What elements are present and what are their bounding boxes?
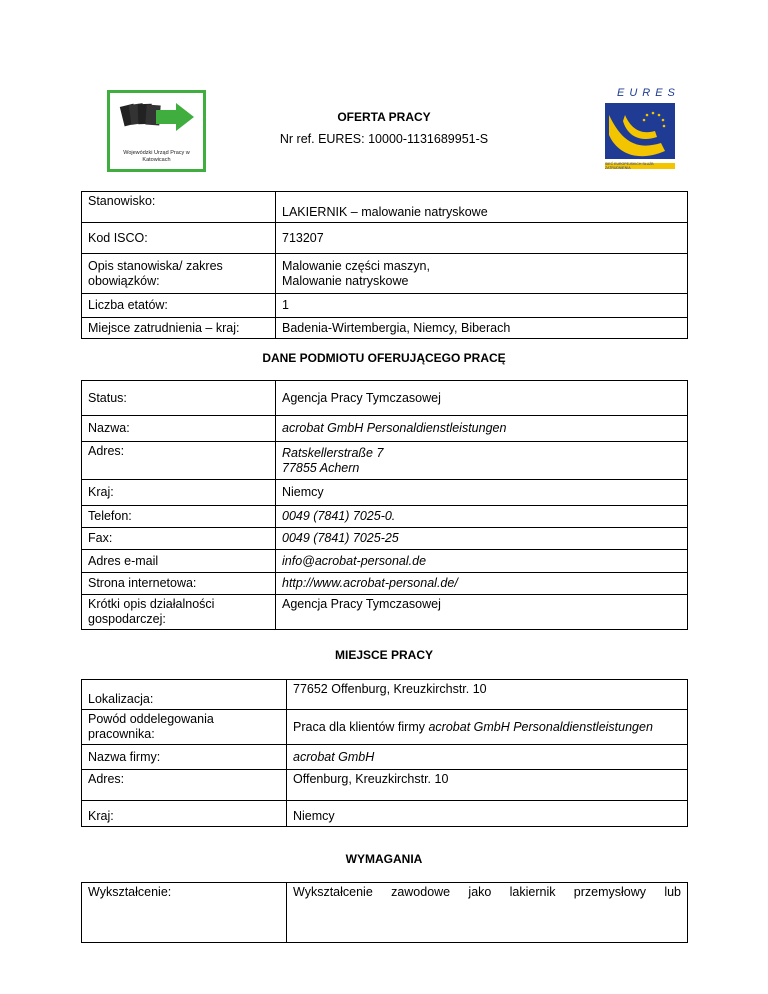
justified-line (293, 885, 681, 900)
table-row (82, 442, 688, 480)
row-label: Status: (82, 381, 276, 416)
row-value: 77652 Offenburg, Kreuzkirchstr. 10 (287, 680, 688, 710)
row-value: 1 (276, 294, 688, 318)
table-row (82, 318, 688, 339)
row-value: Agencja Pracy Tymczasowej (276, 595, 688, 630)
table-row (82, 192, 688, 223)
employer-heading: DANE PODMIOTU OFERUJĄCEGO PRACĘ (262, 351, 506, 365)
wup-logo-caption: Wojewódzki Urząd Pracy w Katowicach (123, 150, 190, 163)
row-label: Lokalizacja: (82, 680, 287, 710)
table-row (82, 254, 688, 294)
table-row (82, 573, 688, 595)
employer-table (81, 380, 688, 630)
row-label: Strona internetowa: (82, 573, 276, 595)
word: przemysłowy (573, 885, 647, 899)
row-label: Miejsce zatrudnienia – kraj: (82, 318, 276, 339)
table-row (82, 223, 688, 254)
row-label: Telefon: (82, 506, 276, 528)
row-label: Adres: (82, 770, 287, 801)
row-value: 0049 (7841) 7025-0. (276, 506, 688, 528)
eures-logo (595, 85, 680, 175)
table-row (82, 528, 688, 550)
table-row (82, 550, 688, 573)
row-value: 0049 (7841) 7025-25 (276, 528, 688, 550)
row-label: Stanowisko: (82, 192, 276, 223)
offer-ref: Nr ref. EURES: 10000-1131689951-S (279, 132, 489, 146)
row-label: Liczba etatów: (82, 294, 276, 318)
row-label: Fax: (82, 528, 276, 550)
row-label: Opis stanowiska/ zakres obowiązków: (82, 254, 276, 294)
value-line-1: Malowanie części maszyn, (282, 258, 430, 273)
table-row (82, 710, 688, 745)
row-value: Offenburg, Kreuzkirchstr. 10 (287, 770, 688, 801)
table-row (82, 883, 688, 943)
table-row (82, 381, 688, 416)
workplace-table (81, 679, 688, 827)
wup-katowice-logo (107, 90, 206, 172)
workplace-heading: MIEJSCE PRACY (334, 648, 434, 662)
table-row (82, 294, 688, 318)
row-value: acrobat GmbH Personaldienstleistungen (276, 416, 688, 442)
row-label: Adres: (82, 442, 276, 480)
value-line-1: Ratskellerstraße 7 (282, 445, 384, 460)
row-value: acrobat GmbH (287, 745, 688, 770)
value-line-2: Malowanie natryskowe (282, 273, 409, 288)
row-value (276, 442, 688, 480)
row-label: Adres e-mail (82, 550, 276, 573)
row-value (287, 710, 688, 745)
table-row (82, 770, 688, 801)
row-label: Kraj: (82, 801, 287, 827)
offer-title: OFERTA PRACY (337, 110, 431, 124)
row-value: Niemcy (287, 801, 688, 827)
row-value: http://www.acrobat-personal.de/ (276, 573, 688, 595)
word: Wykształcenie (293, 885, 373, 899)
row-value: Badenia-Wirtembergia, Niemcy, Biberach (276, 318, 688, 339)
table-row (82, 480, 688, 506)
row-label: Nazwa firmy: (82, 745, 287, 770)
row-value: info@acrobat-personal.de (276, 550, 688, 573)
row-label: Kraj: (82, 480, 276, 506)
word: jako (468, 885, 492, 899)
row-label: Powód oddelegowania pracownika: (82, 710, 287, 745)
word: zawodowe (391, 885, 451, 899)
row-label: Kod ISCO: (82, 223, 276, 254)
row-label: Wykształcenie: (82, 883, 287, 943)
row-value: LAKIERNIK – malowanie natryskowe (276, 192, 688, 223)
value-line-2: 77855 Achern (282, 460, 360, 475)
word: lakiernik (509, 885, 556, 899)
row-label: Nazwa: (82, 416, 276, 442)
table-row (82, 416, 688, 442)
table-row (82, 745, 688, 770)
table-row (82, 801, 688, 827)
table-row (82, 506, 688, 528)
row-value: Agencja Pracy Tymczasowej (276, 381, 688, 416)
table-row (82, 680, 688, 710)
eures-logo-text: EURES (617, 87, 680, 99)
value-plain: Praca dla klientów firmy (293, 719, 429, 734)
requirements-heading: WYMAGANIA (345, 852, 423, 866)
row-value: 713207 (276, 223, 688, 254)
row-value (276, 254, 688, 294)
value-italic: acrobat GmbH Personaldienstleistungen (428, 719, 653, 734)
row-value: Niemcy (276, 480, 688, 506)
job-table (81, 191, 688, 339)
row-label: Krótki opis działalności gospodarczej: (82, 595, 276, 630)
row-value (287, 883, 688, 943)
table-row (82, 595, 688, 630)
eures-logo-subtext: SIEĆ EUROPEJSKICH SŁUŻB ZATRUDNIENIA (605, 162, 654, 170)
word: lub (664, 885, 681, 899)
requirements-table (81, 882, 688, 943)
